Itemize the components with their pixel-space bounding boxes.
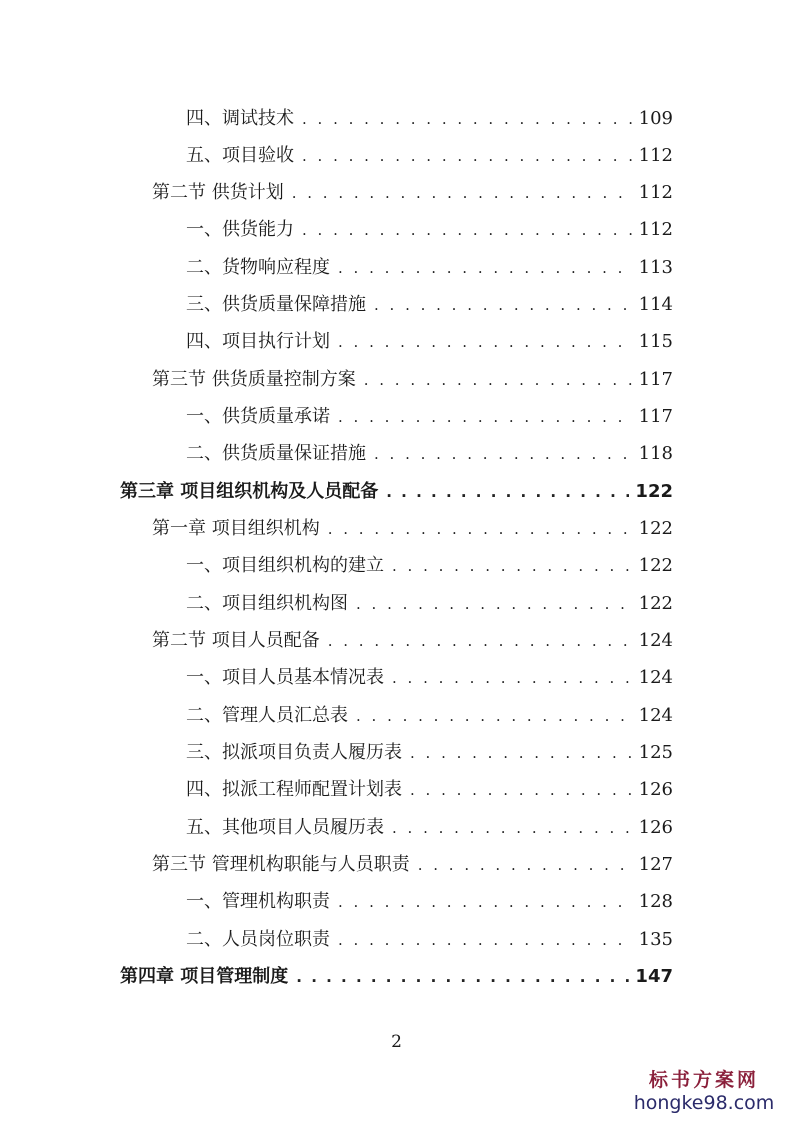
toc-chapter-entry[interactable]	[120, 478, 673, 506]
dot-leader	[374, 291, 633, 319]
toc-entry[interactable]	[186, 590, 673, 618]
toc-entry-title: 第三章 项目组织机构及人员配备	[120, 481, 379, 502]
watermark-logo	[629, 1068, 779, 1114]
toc-entry[interactable]	[186, 776, 673, 804]
watermark-url: hongke98.com	[633, 1092, 775, 1114]
toc-entry-title: 一、供货能力	[186, 219, 294, 240]
dot-leader	[356, 590, 633, 618]
toc-entry-title: 第四章 项目管理制度	[120, 966, 289, 987]
toc-entry-page: 122	[638, 518, 673, 539]
toc-entry-title: 四、调试技术	[186, 108, 294, 129]
dot-leader	[386, 478, 629, 506]
toc-entry-page: 124	[638, 705, 673, 726]
dot-leader	[292, 179, 633, 207]
toc-entry[interactable]	[186, 440, 673, 468]
toc-entry-page: 126	[638, 817, 673, 838]
dot-leader	[302, 105, 633, 133]
toc-entry-page: 135	[638, 929, 673, 950]
toc-entry[interactable]	[152, 179, 673, 207]
toc-entry-title: 第二节 项目人员配备	[152, 630, 320, 651]
toc-entry-title: 第三节 供货质量控制方案	[152, 369, 356, 390]
toc-entry-title: 第三节 管理机构职能与人员职责	[152, 854, 410, 875]
toc-entry[interactable]	[186, 254, 673, 282]
dot-leader	[392, 664, 633, 692]
toc-entry-page: 128	[638, 891, 673, 912]
toc-entry-title: 第一章 项目组织机构	[152, 518, 320, 539]
toc-entry[interactable]	[186, 105, 673, 133]
toc-entry-page: 126	[638, 779, 673, 800]
dot-leader	[392, 814, 633, 842]
dot-leader	[338, 926, 633, 954]
toc-entry[interactable]	[186, 552, 673, 580]
dot-leader	[338, 403, 633, 431]
toc-entry-page: 112	[638, 145, 673, 166]
toc-entry-title: 一、管理机构职责	[186, 891, 330, 912]
toc-entry-page: 113	[638, 257, 673, 278]
toc-entry-page: 118	[638, 443, 673, 464]
toc-entry[interactable]	[152, 515, 673, 543]
dot-leader	[410, 739, 633, 767]
dot-leader	[418, 851, 633, 879]
dot-leader	[374, 440, 633, 468]
dot-leader	[328, 627, 633, 655]
toc-entry-title: 三、供货质量保障措施	[186, 294, 366, 315]
dot-leader	[338, 888, 633, 916]
toc-entry-title: 四、项目执行计划	[186, 331, 330, 352]
toc-entry-page: 112	[638, 219, 673, 240]
toc-entry-title: 四、拟派工程师配置计划表	[186, 779, 402, 800]
toc-entry-title: 一、供货质量承诺	[186, 406, 330, 427]
toc-entry[interactable]	[186, 888, 673, 916]
toc-entry-title: 五、其他项目人员履历表	[186, 817, 384, 838]
toc-entry-page: 122	[638, 555, 673, 576]
toc-entry-page: 115	[638, 331, 673, 352]
toc-entry[interactable]	[186, 291, 673, 319]
toc-entry[interactable]	[186, 702, 673, 730]
toc-entry[interactable]	[186, 739, 673, 767]
toc-entry-page: 124	[638, 630, 673, 651]
dot-leader	[296, 963, 629, 991]
toc-entry-title: 一、项目人员基本情况表	[186, 667, 384, 688]
dot-leader	[302, 216, 633, 244]
toc-entry[interactable]	[152, 366, 673, 394]
toc-entry-title: 二、供货质量保证措施	[186, 443, 366, 464]
toc-entry-title: 第二节 供货计划	[152, 182, 284, 203]
toc-entry[interactable]	[186, 814, 673, 842]
toc-entry-title: 二、项目组织机构图	[186, 593, 348, 614]
toc-entry[interactable]	[186, 926, 673, 954]
toc-entry[interactable]	[186, 403, 673, 431]
watermark-name: 标书方案网	[648, 1069, 759, 1091]
toc-chapter-entry[interactable]	[120, 963, 673, 991]
toc-entry-title: 二、货物响应程度	[186, 257, 330, 278]
dot-leader	[356, 702, 633, 730]
toc-entry[interactable]	[152, 851, 673, 879]
toc-entry-page: 127	[638, 854, 673, 875]
toc-entry[interactable]	[186, 142, 673, 170]
toc-entry-page: 122	[638, 593, 673, 614]
toc-entry-page: 117	[638, 369, 673, 390]
toc-entry[interactable]	[186, 328, 673, 356]
toc-entry-title: 三、拟派项目负责人履历表	[186, 742, 402, 763]
toc-entry-title: 二、人员岗位职责	[186, 929, 330, 950]
toc-entry-title: 二、管理人员汇总表	[186, 705, 348, 726]
dot-leader	[338, 254, 633, 282]
toc-entry-page: 117	[638, 406, 673, 427]
toc-entry-page: 112	[638, 182, 673, 203]
dot-leader	[410, 776, 633, 804]
toc-entry-title: 一、项目组织机构的建立	[186, 555, 384, 576]
toc-entry-page: 122	[635, 481, 673, 502]
toc-entry-page: 147	[635, 966, 673, 987]
toc-entry-title: 五、项目验收	[186, 145, 294, 166]
dot-leader	[392, 552, 633, 580]
toc-entry[interactable]	[152, 627, 673, 655]
dot-leader	[328, 515, 633, 543]
toc-entry-page: 124	[638, 667, 673, 688]
toc-entry-page: 114	[638, 294, 673, 315]
toc-entry-page: 109	[638, 108, 673, 129]
toc-entry-page: 125	[638, 742, 673, 763]
dot-leader	[302, 142, 633, 170]
dot-leader	[364, 366, 633, 394]
toc-entry[interactable]	[186, 664, 673, 692]
page-number: 2	[391, 1032, 402, 1052]
dot-leader	[338, 328, 633, 356]
toc-entry[interactable]	[186, 216, 673, 244]
